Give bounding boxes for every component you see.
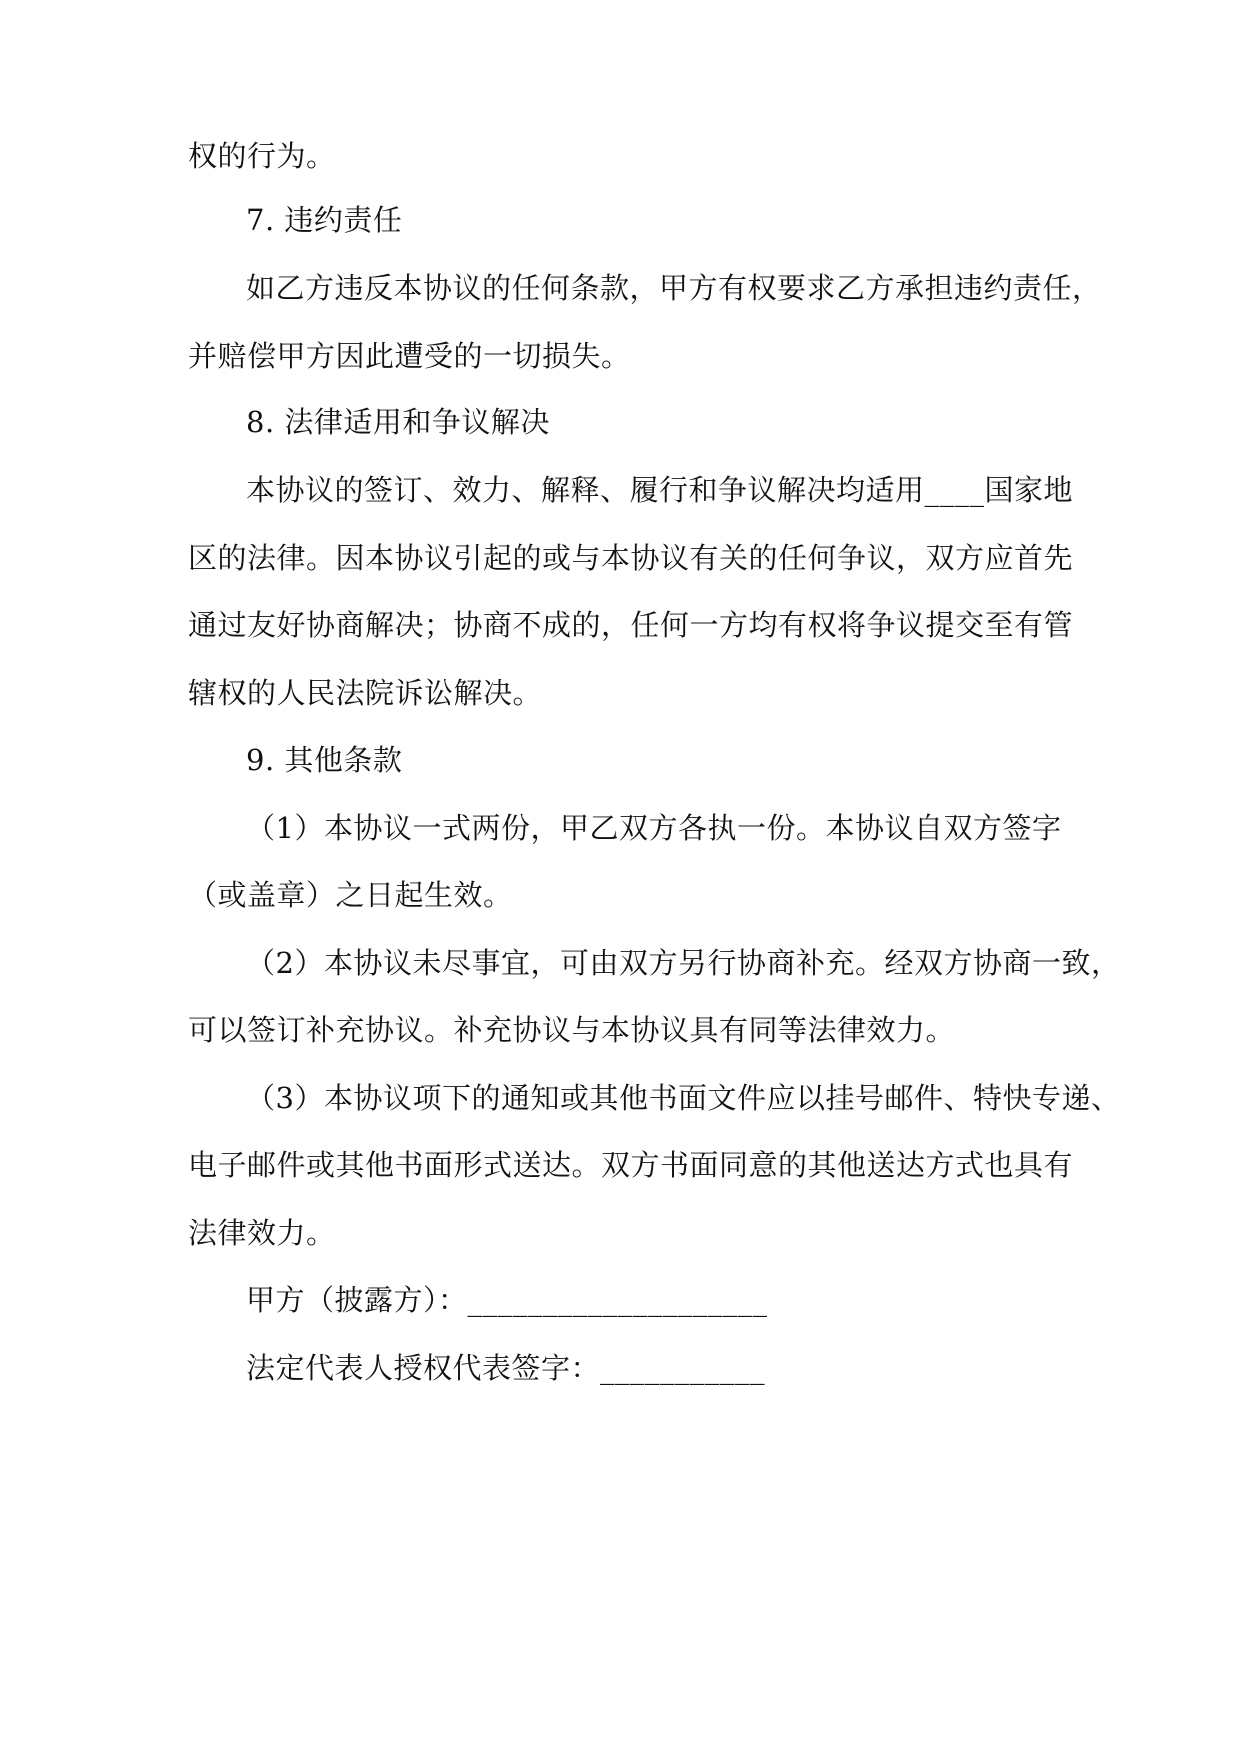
paragraph-line: 电子邮件或其他书面形式送达。双方书面同意的其他送达方式也具有: [188, 1148, 1074, 1182]
paragraph-line: 通过友好协商解决；协商不成的，任何一方均有权将争议提交至有管: [188, 608, 1074, 642]
paragraph-line: （或盖章）之日起生效。: [188, 878, 513, 912]
section-heading-breach: 7. 违约责任: [246, 203, 403, 237]
paragraph-line: 法律效力。: [188, 1216, 336, 1250]
paragraph-line: 区的法律。因本协议引起的或与本协议有关的任何争议，双方应首先: [188, 541, 1074, 575]
paragraph-line: （3）本协议项下的通知或其他书面文件应以挂号邮件、特快专递、: [246, 1081, 1121, 1115]
paragraph-line: （2）本协议未尽事宜，可由双方另行协商补充。经双方协商一致，: [246, 946, 1121, 980]
paragraph-line: 并赔偿甲方因此遭受的一切损失。: [188, 339, 631, 373]
paragraph-line: （1）本协议一式两份，甲乙双方各执一份。本协议自双方签字: [246, 811, 1062, 845]
paragraph-line: 辖权的人民法院诉讼解决。: [188, 676, 543, 710]
authorized-representative-signature-line: 法定代表人授权代表签字：___________: [246, 1351, 766, 1385]
paragraph-line: 本协议的签订、效力、解释、履行和争议解决均适用____国家地: [246, 473, 1074, 507]
paragraph-line: 如乙方违反本协议的任何条款，甲方有权要求乙方承担违约责任，: [246, 271, 1102, 305]
paragraph-line: 可以签订补充协议。补充协议与本协议具有同等法律效力。: [188, 1013, 956, 1047]
section-heading-other: 9. 其他条款: [246, 743, 403, 777]
section-heading-law: 8. 法律适用和争议解决: [246, 405, 550, 439]
party-a-signature-line: 甲方（披露方）：____________________: [246, 1283, 768, 1317]
paragraph-line: 权的行为。: [188, 139, 336, 173]
